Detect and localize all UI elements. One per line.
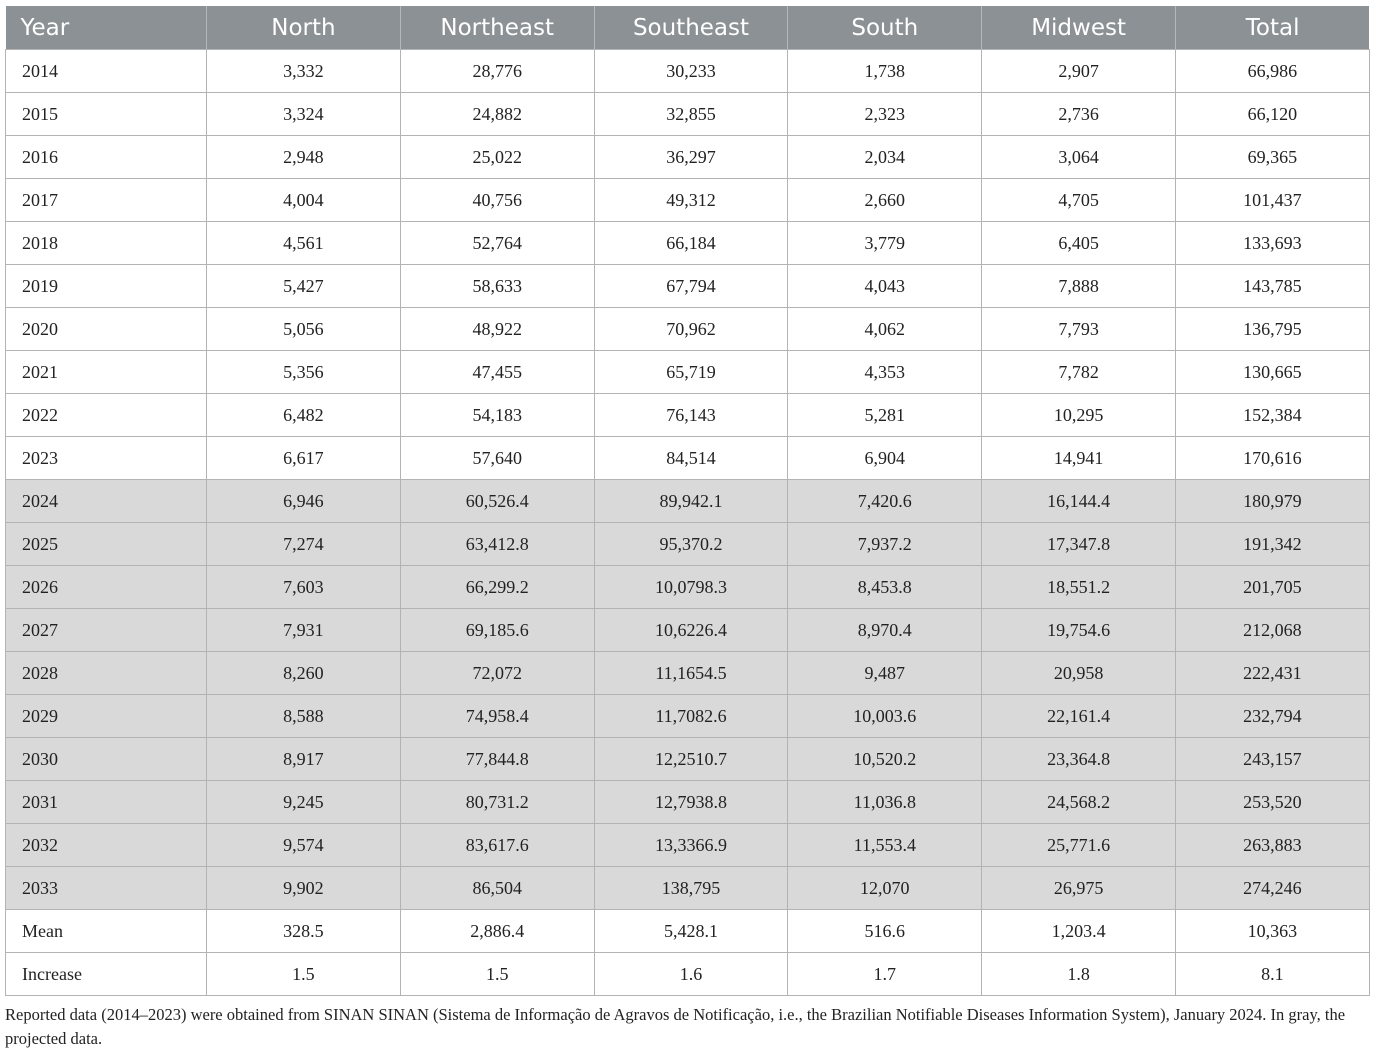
table-cell-south: 1,738 — [788, 50, 982, 93]
table-cell-total: 69,365 — [1175, 136, 1369, 179]
table-cell-south: 12,070 — [788, 867, 982, 910]
table-cell-south: 4,062 — [788, 308, 982, 351]
row-label-cell: 2027 — [6, 609, 207, 652]
table-cell-total: 232,794 — [1175, 695, 1369, 738]
table-cell-midwest: 10,295 — [982, 394, 1176, 437]
table-cell-total: 180,979 — [1175, 480, 1369, 523]
table-cell-northeast: 2,886.4 — [400, 910, 594, 953]
row-label-cell: 2030 — [6, 738, 207, 781]
table-cell-north: 8,917 — [207, 738, 401, 781]
table-cell-north: 4,561 — [207, 222, 401, 265]
table-cell-south: 8,453.8 — [788, 566, 982, 609]
row-label-cell: 2024 — [6, 480, 207, 523]
table-cell-north: 6,617 — [207, 437, 401, 480]
row-label-cell: 2017 — [6, 179, 207, 222]
table-cell-northeast: 77,844.8 — [400, 738, 594, 781]
table-cell-southeast: 30,233 — [594, 50, 788, 93]
table-cell-south: 516.6 — [788, 910, 982, 953]
table-row — [6, 953, 1370, 996]
table-row — [6, 910, 1370, 953]
table-row-projected — [6, 738, 1370, 781]
table-footnote: Reported data (2014–2023) were obtained from SINAN SINAN (Sistema de Informação de Agravos de Notificação, i.e., the Brazilian Notifiable Diseases Information System), January 2024. In gray, the projected data. — [5, 1005, 1346, 1048]
table-cell-southeast: 36,297 — [594, 136, 788, 179]
row-label-cell: 2029 — [6, 695, 207, 738]
column-header-southeast: Southeast — [594, 6, 788, 50]
table-row — [6, 93, 1370, 136]
row-label-cell: 2015 — [6, 93, 207, 136]
table-row — [6, 179, 1370, 222]
table-cell-midwest: 7,793 — [982, 308, 1176, 351]
table-cell-midwest: 26,975 — [982, 867, 1176, 910]
column-header-northeast: Northeast — [400, 6, 594, 50]
table-cell-total: 143,785 — [1175, 265, 1369, 308]
table-cell-midwest: 14,941 — [982, 437, 1176, 480]
table-cell-total: 263,883 — [1175, 824, 1369, 867]
table-cell-northeast: 1.5 — [400, 953, 594, 996]
table-cell-northeast: 48,922 — [400, 308, 594, 351]
table-cell-north: 1.5 — [207, 953, 401, 996]
table-cell-north: 5,356 — [207, 351, 401, 394]
table-cell-midwest: 7,888 — [982, 265, 1176, 308]
table-cell-total: 136,795 — [1175, 308, 1369, 351]
table-cell-midwest: 3,064 — [982, 136, 1176, 179]
table-cell-southeast: 13,3366.9 — [594, 824, 788, 867]
table-cell-northeast: 66,299.2 — [400, 566, 594, 609]
column-header-south: South — [788, 6, 982, 50]
table-cell-total: 222,431 — [1175, 652, 1369, 695]
table-cell-south: 5,281 — [788, 394, 982, 437]
table-cell-northeast: 24,882 — [400, 93, 594, 136]
table-cell-southeast: 70,962 — [594, 308, 788, 351]
table-cell-total: 8.1 — [1175, 953, 1369, 996]
table-cell-north: 6,946 — [207, 480, 401, 523]
table-cell-northeast: 72,072 — [400, 652, 594, 695]
row-label-cell: 2031 — [6, 781, 207, 824]
table-cell-north: 2,948 — [207, 136, 401, 179]
table-cell-northeast: 40,756 — [400, 179, 594, 222]
table-cell-north: 7,603 — [207, 566, 401, 609]
table-row — [6, 351, 1370, 394]
table-cell-northeast: 57,640 — [400, 437, 594, 480]
row-label-cell: 2032 — [6, 824, 207, 867]
table-row-projected — [6, 867, 1370, 910]
table-cell-southeast: 76,143 — [594, 394, 788, 437]
table-row-projected — [6, 566, 1370, 609]
table-row-projected — [6, 480, 1370, 523]
column-header-total: Total — [1175, 6, 1369, 50]
table-cell-northeast: 86,504 — [400, 867, 594, 910]
table-cell-north: 328.5 — [207, 910, 401, 953]
table-cell-north: 9,574 — [207, 824, 401, 867]
row-label-cell: 2025 — [6, 523, 207, 566]
data-table — [5, 6, 1370, 996]
table-cell-north: 8,260 — [207, 652, 401, 695]
table-cell-total: 133,693 — [1175, 222, 1369, 265]
table-cell-south: 4,043 — [788, 265, 982, 308]
table-cell-northeast: 54,183 — [400, 394, 594, 437]
table-cell-midwest: 1,203.4 — [982, 910, 1176, 953]
table-cell-midwest: 2,736 — [982, 93, 1176, 136]
row-label-cell: 2022 — [6, 394, 207, 437]
table-cell-north: 7,931 — [207, 609, 401, 652]
table-cell-south: 2,323 — [788, 93, 982, 136]
table-cell-total: 191,342 — [1175, 523, 1369, 566]
table-row — [6, 265, 1370, 308]
table-cell-total: 274,246 — [1175, 867, 1369, 910]
row-label-cell: 2014 — [6, 50, 207, 93]
table-cell-southeast: 11,7082.6 — [594, 695, 788, 738]
table-cell-south: 2,660 — [788, 179, 982, 222]
table-cell-south: 7,937.2 — [788, 523, 982, 566]
row-label-cell: 2023 — [6, 437, 207, 480]
table-cell-total: 101,437 — [1175, 179, 1369, 222]
table-container — [5, 6, 1369, 996]
table-cell-northeast: 69,185.6 — [400, 609, 594, 652]
table-cell-midwest: 18,551.2 — [982, 566, 1176, 609]
table-cell-southeast: 1.6 — [594, 953, 788, 996]
table-cell-total: 170,616 — [1175, 437, 1369, 480]
table-cell-southeast: 11,1654.5 — [594, 652, 788, 695]
table-cell-south: 10,003.6 — [788, 695, 982, 738]
table-cell-midwest: 1.8 — [982, 953, 1176, 996]
table-cell-north: 5,427 — [207, 265, 401, 308]
table-cell-northeast: 58,633 — [400, 265, 594, 308]
table-cell-south: 4,353 — [788, 351, 982, 394]
table-cell-southeast: 95,370.2 — [594, 523, 788, 566]
table-cell-midwest: 22,161.4 — [982, 695, 1176, 738]
table-cell-south: 10,520.2 — [788, 738, 982, 781]
table-row — [6, 394, 1370, 437]
row-label-cell: 2018 — [6, 222, 207, 265]
table-cell-southeast: 49,312 — [594, 179, 788, 222]
table-cell-northeast: 60,526.4 — [400, 480, 594, 523]
row-label-cell: 2033 — [6, 867, 207, 910]
table-row-projected — [6, 781, 1370, 824]
table-cell-north: 7,274 — [207, 523, 401, 566]
table-cell-south: 11,553.4 — [788, 824, 982, 867]
table-cell-north: 6,482 — [207, 394, 401, 437]
table-row-projected — [6, 523, 1370, 566]
table-row — [6, 222, 1370, 265]
table-cell-northeast: 83,617.6 — [400, 824, 594, 867]
table-cell-total: 253,520 — [1175, 781, 1369, 824]
table-cell-southeast: 32,855 — [594, 93, 788, 136]
row-label-cell: 2016 — [6, 136, 207, 179]
table-cell-northeast: 25,022 — [400, 136, 594, 179]
table-cell-south: 1.7 — [788, 953, 982, 996]
table-cell-southeast: 138,795 — [594, 867, 788, 910]
column-header-year: Year — [6, 6, 207, 50]
table-cell-southeast: 84,514 — [594, 437, 788, 480]
table-row-projected — [6, 652, 1370, 695]
table-cell-north: 3,324 — [207, 93, 401, 136]
table-cell-midwest: 16,144.4 — [982, 480, 1176, 523]
table-row — [6, 308, 1370, 351]
table-cell-northeast: 63,412.8 — [400, 523, 594, 566]
table-cell-midwest: 25,771.6 — [982, 824, 1176, 867]
header-row — [6, 6, 1370, 50]
table-cell-midwest: 4,705 — [982, 179, 1176, 222]
table-cell-midwest: 23,364.8 — [982, 738, 1176, 781]
table-cell-southeast: 65,719 — [594, 351, 788, 394]
table-cell-total: 243,157 — [1175, 738, 1369, 781]
column-header-north: North — [207, 6, 401, 50]
table-row — [6, 50, 1370, 93]
table-row-projected — [6, 695, 1370, 738]
table-header — [6, 6, 1370, 50]
table-cell-northeast: 74,958.4 — [400, 695, 594, 738]
table-cell-south: 7,420.6 — [788, 480, 982, 523]
table-cell-southeast: 5,428.1 — [594, 910, 788, 953]
table-cell-north: 8,588 — [207, 695, 401, 738]
table-cell-total: 66,986 — [1175, 50, 1369, 93]
table-cell-south: 11,036.8 — [788, 781, 982, 824]
table-cell-south: 2,034 — [788, 136, 982, 179]
table-body — [6, 50, 1370, 996]
table-cell-southeast: 12,2510.7 — [594, 738, 788, 781]
row-label-cell: 2021 — [6, 351, 207, 394]
table-cell-north: 3,332 — [207, 50, 401, 93]
table-row — [6, 136, 1370, 179]
table-cell-midwest: 17,347.8 — [982, 523, 1176, 566]
table-cell-south: 6,904 — [788, 437, 982, 480]
table-cell-total: 130,665 — [1175, 351, 1369, 394]
table-cell-midwest: 6,405 — [982, 222, 1176, 265]
table-cell-southeast: 66,184 — [594, 222, 788, 265]
column-header-midwest: Midwest — [982, 6, 1176, 50]
table-cell-northeast: 28,776 — [400, 50, 594, 93]
table-row-projected — [6, 609, 1370, 652]
table-cell-southeast: 10,6226.4 — [594, 609, 788, 652]
table-cell-northeast: 80,731.2 — [400, 781, 594, 824]
table-row-projected — [6, 824, 1370, 867]
table-cell-northeast: 47,455 — [400, 351, 594, 394]
table-cell-south: 3,779 — [788, 222, 982, 265]
row-label-cell: 2019 — [6, 265, 207, 308]
row-label-cell: Mean — [6, 910, 207, 953]
table-cell-total: 212,068 — [1175, 609, 1369, 652]
table-cell-southeast: 89,942.1 — [594, 480, 788, 523]
table-cell-total: 10,363 — [1175, 910, 1369, 953]
table-cell-northeast: 52,764 — [400, 222, 594, 265]
table-cell-total: 152,384 — [1175, 394, 1369, 437]
table-cell-north: 9,902 — [207, 867, 401, 910]
table-cell-total: 201,705 — [1175, 566, 1369, 609]
row-label-cell: 2028 — [6, 652, 207, 695]
table-row — [6, 437, 1370, 480]
table-cell-north: 5,056 — [207, 308, 401, 351]
table-cell-north: 9,245 — [207, 781, 401, 824]
table-cell-southeast: 67,794 — [594, 265, 788, 308]
row-label-cell: 2020 — [6, 308, 207, 351]
table-cell-midwest: 20,958 — [982, 652, 1176, 695]
table-cell-southeast: 12,7938.8 — [594, 781, 788, 824]
table-cell-north: 4,004 — [207, 179, 401, 222]
table-cell-midwest: 19,754.6 — [982, 609, 1176, 652]
table-cell-total: 66,120 — [1175, 93, 1369, 136]
table-cell-midwest: 2,907 — [982, 50, 1176, 93]
table-cell-midwest: 7,782 — [982, 351, 1176, 394]
row-label-cell: Increase — [6, 953, 207, 996]
table-cell-south: 8,970.4 — [788, 609, 982, 652]
table-cell-midwest: 24,568.2 — [982, 781, 1176, 824]
row-label-cell: 2026 — [6, 566, 207, 609]
table-cell-southeast: 10,0798.3 — [594, 566, 788, 609]
table-cell-south: 9,487 — [788, 652, 982, 695]
